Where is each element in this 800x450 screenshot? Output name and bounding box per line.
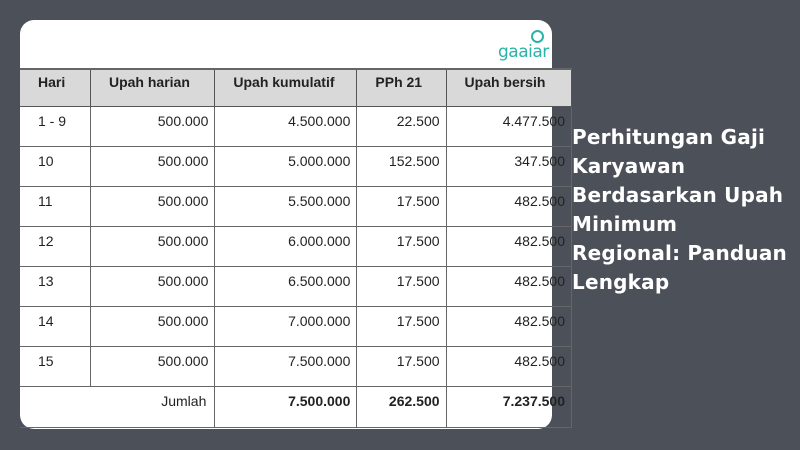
cell-upah-harian: 500.000 — [90, 267, 214, 307]
cell-pph21: 152.500 — [357, 147, 446, 187]
header-upah-harian: Upah harian — [90, 69, 214, 107]
table-row — [20, 267, 572, 307]
total-upah-bersih: 7.237.500 — [446, 387, 571, 428]
header-pph21: PPh 21 — [357, 69, 446, 107]
cell-upah-bersih: 482.500 — [446, 267, 571, 307]
cell-upah-kumulatif: 7.000.000 — [215, 307, 357, 347]
cell-hari: 12 — [20, 227, 90, 267]
cell-pph21: 17.500 — [357, 347, 446, 387]
cell-pph21: 22.500 — [357, 107, 446, 147]
cell-upah-bersih: 482.500 — [446, 347, 571, 387]
cell-upah-bersih: 482.500 — [446, 187, 571, 227]
table-header-row — [20, 69, 572, 107]
article-image-card — [20, 20, 565, 429]
cell-hari: 13 — [20, 267, 90, 307]
cell-hari: 11 — [20, 187, 90, 227]
total-label: Jumlah — [20, 387, 215, 428]
cell-upah-bersih: 347.500 — [446, 147, 571, 187]
cell-upah-harian: 500.000 — [90, 227, 214, 267]
table-row — [20, 147, 572, 187]
header-hari: Hari — [20, 69, 90, 107]
cell-upah-kumulatif: 6.500.000 — [215, 267, 357, 307]
cell-upah-harian: 500.000 — [90, 187, 214, 227]
cell-pph21: 17.500 — [357, 187, 446, 227]
cell-hari: 1 - 9 — [20, 107, 90, 147]
cell-upah-harian: 500.000 — [90, 147, 214, 187]
payroll-table — [20, 68, 572, 428]
table-row — [20, 227, 572, 267]
table-row — [20, 187, 572, 227]
cell-pph21: 17.500 — [357, 227, 446, 267]
cell-upah-bersih: 4.477.500 — [446, 107, 571, 147]
table-total-row — [20, 387, 572, 428]
total-pph21: 262.500 — [357, 387, 446, 428]
cell-upah-harian: 500.000 — [90, 307, 214, 347]
cell-upah-kumulatif: 7.500.000 — [215, 347, 357, 387]
cell-upah-harian: 500.000 — [90, 107, 214, 147]
total-upah-kumulatif: 7.500.000 — [215, 387, 357, 428]
article-headline: Perhitungan Gaji Karyawan Berdasarkan Upah Minimum Regional: Panduan Lengkap — [572, 125, 787, 294]
cell-upah-harian: 500.000 — [90, 347, 214, 387]
header-upah-bersih: Upah bersih — [446, 69, 571, 107]
brand-logo — [498, 41, 558, 63]
cell-upah-kumulatif: 5.500.000 — [215, 187, 357, 227]
header-upah-kumulatif: Upah kumulatif — [215, 69, 357, 107]
cell-hari: 10 — [20, 147, 90, 187]
cell-pph21: 17.500 — [357, 267, 446, 307]
logo-wordmark: gaaiar — [498, 42, 549, 62]
cell-hari: 15 — [20, 347, 90, 387]
cell-upah-kumulatif: 5.000.000 — [215, 147, 357, 187]
cell-pph21: 17.500 — [357, 307, 446, 347]
cell-upah-bersih: 482.500 — [446, 307, 571, 347]
cell-upah-bersih: 482.500 — [446, 227, 571, 267]
table-row — [20, 307, 572, 347]
cell-upah-kumulatif: 6.000.000 — [215, 227, 357, 267]
cell-upah-kumulatif: 4.500.000 — [215, 107, 357, 147]
table-row — [20, 107, 572, 147]
logo-ring-icon — [531, 30, 544, 43]
cell-hari: 14 — [20, 307, 90, 347]
table-row — [20, 347, 572, 387]
